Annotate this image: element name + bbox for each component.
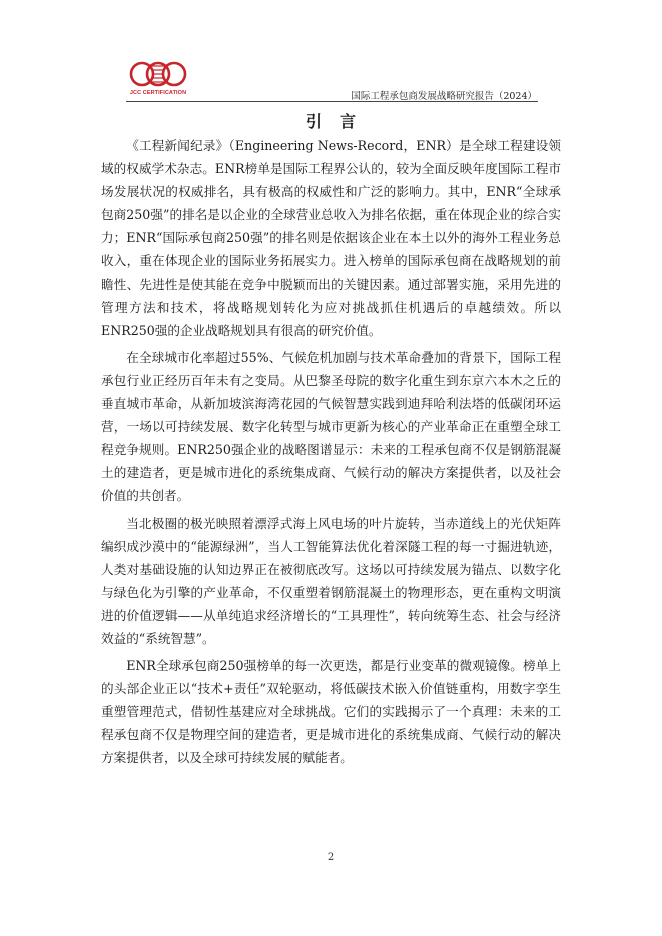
page-number: 2 bbox=[327, 852, 335, 863]
paragraph: 《工程新闻纪录》（Engineering News-Record，ENR）是全球工程建设领域的权威学术杂志。ENR榜单是国际工程界公认的，较为全面反映年度国际工程市场发展状况的权威排名，具有极高的权威性和广泛的影响力。其中，ENR“全球承包商250强”的排名是以企业的全球营业总收入为排名依据，重在体现企业的综合实力；ENR“国际承包商250强”的排名则是依据该企业在本土以外的海外工程业务总收入，重在体现企业的国际业务拓展实力。进入榜单的国际承包商在战略规划的前瞻性、先进性是使其能在竞争中脱颖而出的关键因素。通过部署实施，采用先进的管理方法和技术，将战略规划转化为应对挑战抓住机遇后的卓越绩效。所以ENR250强的企业战略规划具有很高的研究价值。 bbox=[101, 138, 561, 338]
header-divider bbox=[126, 101, 538, 102]
body-text bbox=[101, 134, 561, 774]
jcc-logo-mark bbox=[126, 60, 190, 90]
page-title: 引言 bbox=[305, 112, 374, 131]
logo-text: JCC CERTIFICATION bbox=[129, 90, 187, 96]
paragraph: ENR全球承包商250强榜单的每一次更迭，都是行业变革的微观镜像。榜单上的头部企业正以“技术+责任”双轮驱动，将低碳技术嵌入价值链重构，用数字孪生重塑管理范式，借韧性基建应对全球挑战。它们的实践揭示了一个真理：未来的工程承包商不仅是物理空间的建造者，更是城市进化的系统集成商、气候行动的解决方案提供者，以及全球可持续发展的赋能者。 bbox=[101, 658, 561, 766]
paragraph: 在全球城市化率超过55%、气候危机加剧与技术革命叠加的背景下，国际工程承包行业正经历百年未有之变局。从巴黎圣母院的数字化重生到东京六本木之丘的垂直城市革命，从新加坡滨海湾花园的气候智慧实践到迪拜哈利法塔的低碳闭环运营，一场以可持续发展、数字化转型与城市更新为核心的产业革命正在重塑全球工程竞争规则。ENR250强企业的战略图谱显示：未来的工程承包商不仅是钢筋混凝土的建造者，更是城市进化的系统集成商、气候行动的解决方案提供者，以及社会价值的共创者。 bbox=[101, 349, 561, 504]
paragraph: 当北极圈的极光映照着漂浮式海上风电场的叶片旋转，当赤道线上的光伏矩阵编织成沙漠中的“能源绿洲”，当人工智能算法优化着深隧工程的每一寸掘进轨迹，人类对基础设施的认知边界正在被彻底改写。这场以可持续发展为锚点、以数字化与绿色化为引擎的产业革命，不仅重塑着钢筋混凝土的物理形态，更在重构文明演进的价值逻辑——从单纯追求经济增长的“工具理性”，转向统筹生态、社会与经济效益的“系统智慧”。 bbox=[101, 515, 561, 646]
jcc-logo bbox=[126, 60, 190, 100]
report-header-title: 国际工程承包商发展战略研究报告（2024） bbox=[351, 91, 537, 102]
